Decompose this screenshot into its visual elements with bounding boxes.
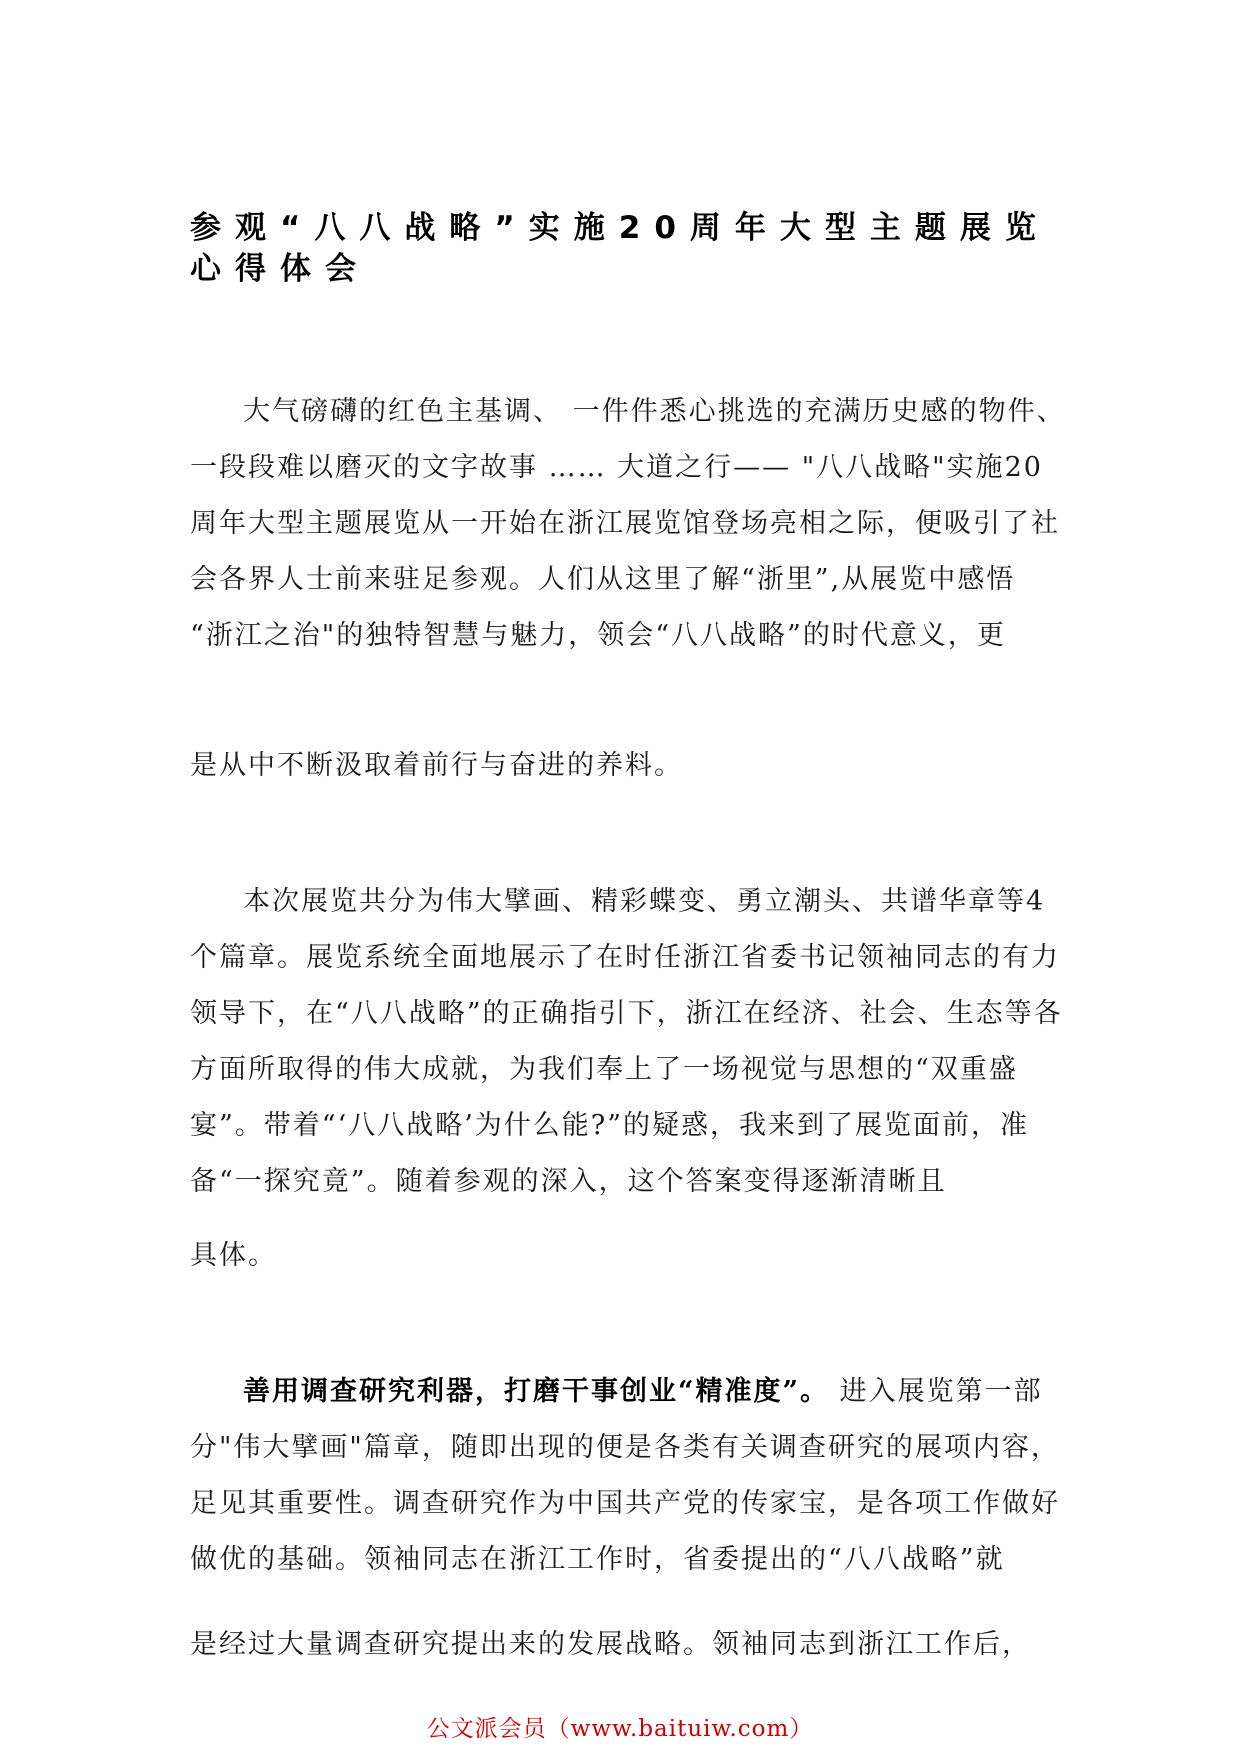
paragraph-2-continuation: 具体。: [190, 1240, 277, 1271]
footer-watermark[interactable]: 公文派会员（www.baituiw.com）: [426, 1716, 814, 1742]
paragraph-3: [190, 1364, 1070, 1588]
paragraph-1: 大气磅礴的红色主基调、 一件件悉心挑选的充满历史感的物件、 一段段难以磨灭的文字故事 …… 大道之行—— "八八战略"实施20 周年大型主题展览从一开始在浙江展览馆登场亮相之际，便吸引了社 会各界人士前来驻足参观。人们从这里了解“浙里”,从展览中感悟 “浙江之治"的独特智慧与魅力，领会“八八战略”的时代意义，更: [190, 396, 1066, 651]
title-line-2: 心得体会: [190, 251, 370, 287]
paragraph-3-lead: 善用调查研究利器，打磨干事创业“精准度”。: [243, 1376, 830, 1407]
paragraph-3-continuation: 是经过大量调查研究提出来的发展战略。领袖同志到浙江工作后，: [190, 1629, 1031, 1660]
document-title: [190, 208, 1090, 290]
paragraph-2: 本次展览共分为伟大擘画、精彩蝶变、勇立潮头、共谱华章等4 个篇章。展览系统全面地展示了在时任浙江省委书记领袖同志的有力领导下，在“八八战略”的正确指引下，浙江在经济、社会、生态等各方面所取得的伟大成就，为我们奉上了一场视觉与思想的“双重盛宴”。带着“‘八八战略’为什么能?”的疑惑，我来到了展览面前，准备“一探究竟”。随着参观的深入，这个答案变得逐渐清晰且: [190, 886, 1063, 1197]
paragraph-3-body: 进入展览第一部分"伟大擘画"篇章，随即出现的便是各类有关调查研究的展项内容，足见其重要性。调查研究作为中国共产党的传家宝，是各项工作做好做优的基础。领袖同志在浙江工作时，省委提出的“八八战略”就: [190, 1376, 1060, 1575]
paragraph-1-continuation: 是从中不断汲取着前行与奋进的养料。: [190, 750, 683, 781]
title-line-1: 参观“八八战略”实施20周年大型主题展览: [190, 210, 1050, 246]
